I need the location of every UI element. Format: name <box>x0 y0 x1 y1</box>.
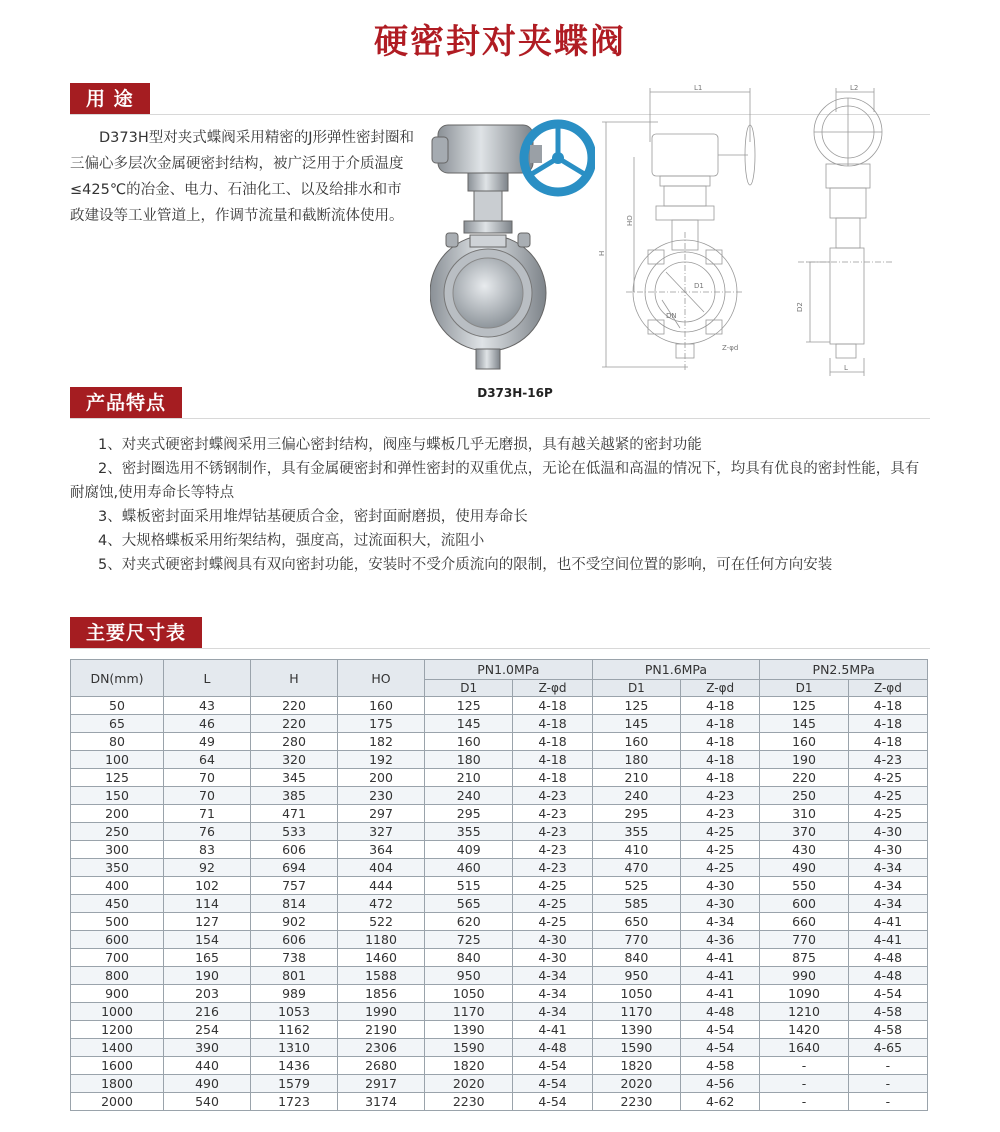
table-cell: 46 <box>164 715 251 733</box>
photo-caption: D373H-16P <box>477 386 553 400</box>
feature-item: 5、对夹式硬密封蝶阀具有双向密封功能，安装时不受介质流向的限制，也不受空间位置的影响，可在任何方向安装 <box>98 557 833 573</box>
table-cell: 814 <box>251 895 338 913</box>
table-cell: 160 <box>592 733 680 751</box>
table-cell: 1053 <box>251 1003 338 1021</box>
table-cell: 4-34 <box>513 1003 592 1021</box>
table-cell: 355 <box>425 823 513 841</box>
table-row <box>71 931 928 949</box>
table-cell: 182 <box>338 733 425 751</box>
col-header-h: H <box>251 660 338 697</box>
table-cell: 2020 <box>425 1075 513 1093</box>
table-cell: 250 <box>71 823 164 841</box>
col-header-l: L <box>164 660 251 697</box>
table-cell: 160 <box>338 697 425 715</box>
table-cell: 160 <box>760 733 848 751</box>
table-cell: 76 <box>164 823 251 841</box>
table-cell: 4-54 <box>681 1021 760 1039</box>
col-header-ho: HO <box>338 660 425 697</box>
table-cell: 160 <box>425 733 513 751</box>
table-cell: 4-34 <box>848 877 927 895</box>
dimensions-table-body <box>71 697 928 1111</box>
svg-text:DN: DN <box>666 312 677 320</box>
table-cell: 444 <box>338 877 425 895</box>
table-cell: 902 <box>251 913 338 931</box>
table-cell: 4-25 <box>681 841 760 859</box>
table-cell: 1588 <box>338 967 425 985</box>
table-cell: 295 <box>592 805 680 823</box>
table-cell: 385 <box>251 787 338 805</box>
table-cell: 4-41 <box>848 931 927 949</box>
table-cell: 4-54 <box>681 1039 760 1057</box>
table-cell: 50 <box>71 697 164 715</box>
table-row <box>71 841 928 859</box>
table-cell: 4-18 <box>513 715 592 733</box>
table-cell: 4-62 <box>681 1093 760 1111</box>
table-cell: 2000 <box>71 1093 164 1111</box>
table-cell: 4-54 <box>513 1093 592 1111</box>
table-cell: 4-18 <box>513 697 592 715</box>
table-cell: 180 <box>592 751 680 769</box>
table-cell: 1579 <box>251 1075 338 1093</box>
table-cell: 190 <box>760 751 848 769</box>
table-cell: 4-34 <box>513 985 592 1003</box>
col-header-z: Z-φd <box>513 680 592 697</box>
feature-item: 1、对夹式硬密封蝶阀采用三偏心密封结构，阀座与蝶板几乎无磨损，具有越关越紧的密封功能 <box>98 437 702 453</box>
table-cell: 533 <box>251 823 338 841</box>
usage-description: D373H型对夹式蝶阀采用精密的J形弹性密封圈和三偏心多层次金属硬密封结构，被广泛用于介质温度≤425℃的冶金、电力、石油化工、以及给排水和市政建设等工业管道上，作调节流量和截断流体使用。 <box>70 130 415 224</box>
table-cell: 770 <box>760 931 848 949</box>
table-cell: 450 <box>71 895 164 913</box>
table-cell: 295 <box>425 805 513 823</box>
table-cell: 1460 <box>338 949 425 967</box>
table-cell: 70 <box>164 769 251 787</box>
table-cell: 4-48 <box>848 967 927 985</box>
table-cell: 4-34 <box>848 859 927 877</box>
table-cell: 840 <box>425 949 513 967</box>
dimensions-divider <box>70 648 930 649</box>
table-cell: 210 <box>425 769 513 787</box>
table-cell: 125 <box>71 769 164 787</box>
table-cell: 410 <box>592 841 680 859</box>
table-cell: 3174 <box>338 1093 425 1111</box>
table-cell: 4-48 <box>848 949 927 967</box>
table-cell: 1420 <box>760 1021 848 1039</box>
table-cell: 4-30 <box>681 877 760 895</box>
table-cell: 210 <box>592 769 680 787</box>
table-cell: 950 <box>592 967 680 985</box>
table-cell: 694 <box>251 859 338 877</box>
table-cell: 2190 <box>338 1021 425 1039</box>
table-cell: 43 <box>164 697 251 715</box>
table-cell: 4-30 <box>513 931 592 949</box>
table-cell: 1723 <box>251 1093 338 1111</box>
table-cell: 430 <box>760 841 848 859</box>
table-cell: 114 <box>164 895 251 913</box>
table-cell: 4-18 <box>848 697 927 715</box>
table-cell: 345 <box>251 769 338 787</box>
table-cell: 4-30 <box>513 949 592 967</box>
table-cell: 220 <box>760 769 848 787</box>
table-row <box>71 1057 928 1075</box>
table-cell: 522 <box>338 913 425 931</box>
table-cell: 800 <box>71 967 164 985</box>
table-cell: 801 <box>251 967 338 985</box>
table-cell: 400 <box>71 877 164 895</box>
table-cell: 650 <box>592 913 680 931</box>
table-cell: 565 <box>425 895 513 913</box>
svg-text:H: H <box>598 250 606 256</box>
col-header-d1: D1 <box>760 680 848 697</box>
table-cell: 4-25 <box>513 913 592 931</box>
table-cell: 4-41 <box>681 949 760 967</box>
table-cell: 254 <box>164 1021 251 1039</box>
butterfly-valve-photo <box>430 103 595 373</box>
table-cell: 4-48 <box>681 1003 760 1021</box>
table-cell: - <box>848 1093 927 1111</box>
table-cell: 1400 <box>71 1039 164 1057</box>
table-cell: 1800 <box>71 1075 164 1093</box>
table-row <box>71 913 928 931</box>
table-cell: 175 <box>338 715 425 733</box>
table-cell: 100 <box>71 751 164 769</box>
table-cell: 1820 <box>592 1057 680 1075</box>
table-cell: 4-25 <box>681 823 760 841</box>
table-cell: 1200 <box>71 1021 164 1039</box>
table-cell: 4-36 <box>681 931 760 949</box>
table-cell: 4-30 <box>848 841 927 859</box>
table-cell: 990 <box>760 967 848 985</box>
table-cell: 1820 <box>425 1057 513 1075</box>
table-cell: 660 <box>760 913 848 931</box>
table-cell: 4-41 <box>513 1021 592 1039</box>
page-title: 硬密封对夹蝶阀 <box>374 22 626 62</box>
table-cell: 4-34 <box>513 967 592 985</box>
table-cell: 2680 <box>338 1057 425 1075</box>
usage-heading: 用 途 <box>70 83 150 115</box>
table-cell: 472 <box>338 895 425 913</box>
table-cell: 70 <box>164 787 251 805</box>
table-row <box>71 823 928 841</box>
table-cell: 725 <box>425 931 513 949</box>
table-row <box>71 697 928 715</box>
table-cell: 606 <box>251 841 338 859</box>
table-cell: 154 <box>164 931 251 949</box>
table-cell: 1640 <box>760 1039 848 1057</box>
table-cell: 1590 <box>592 1039 680 1057</box>
dimensions-table <box>70 659 928 1111</box>
table-cell: 4-18 <box>848 715 927 733</box>
table-cell: - <box>760 1093 848 1111</box>
table-cell: 192 <box>338 751 425 769</box>
features-divider <box>70 418 930 419</box>
table-cell: 470 <box>592 859 680 877</box>
table-cell: 1310 <box>251 1039 338 1057</box>
table-cell: 310 <box>760 805 848 823</box>
table-row <box>71 733 928 751</box>
table-cell: 500 <box>71 913 164 931</box>
table-cell: 2917 <box>338 1075 425 1093</box>
table-cell: 80 <box>71 733 164 751</box>
table-cell: 409 <box>425 841 513 859</box>
table-cell: 92 <box>164 859 251 877</box>
table-cell: 4-18 <box>681 733 760 751</box>
table-cell: 64 <box>164 751 251 769</box>
table-cell: 1090 <box>760 985 848 1003</box>
table-cell: 4-30 <box>681 895 760 913</box>
table-cell: 1210 <box>760 1003 848 1021</box>
table-cell: 1390 <box>425 1021 513 1039</box>
table-cell: 300 <box>71 841 164 859</box>
table-cell: 1180 <box>338 931 425 949</box>
table-cell: 83 <box>164 841 251 859</box>
table-row <box>71 1075 928 1093</box>
svg-text:D2: D2 <box>796 302 804 312</box>
table-row <box>71 949 928 967</box>
table-cell: - <box>848 1075 927 1093</box>
table-cell: 1000 <box>71 1003 164 1021</box>
table-cell: 4-18 <box>513 733 592 751</box>
table-cell: 4-25 <box>848 787 927 805</box>
table-cell: 4-18 <box>681 769 760 787</box>
table-cell: 471 <box>251 805 338 823</box>
table-cell: 240 <box>592 787 680 805</box>
table-cell: 4-23 <box>513 823 592 841</box>
table-cell: 4-30 <box>848 823 927 841</box>
table-cell: 4-41 <box>681 985 760 1003</box>
table-cell: 620 <box>425 913 513 931</box>
table-cell: 4-23 <box>513 805 592 823</box>
table-cell: 4-23 <box>681 787 760 805</box>
table-cell: 4-23 <box>513 787 592 805</box>
table-cell: 4-18 <box>513 751 592 769</box>
table-cell: 364 <box>338 841 425 859</box>
table-cell: 4-23 <box>513 859 592 877</box>
table-cell: - <box>848 1057 927 1075</box>
table-row <box>71 805 928 823</box>
table-cell: 65 <box>71 715 164 733</box>
table-cell: 1050 <box>592 985 680 1003</box>
table-cell: 250 <box>760 787 848 805</box>
table-cell: 490 <box>760 859 848 877</box>
table-cell: 280 <box>251 733 338 751</box>
col-header-d1: D1 <box>425 680 513 697</box>
table-cell: 550 <box>760 877 848 895</box>
table-cell: 102 <box>164 877 251 895</box>
table-cell: 4-23 <box>513 841 592 859</box>
table-cell: 350 <box>71 859 164 877</box>
table-cell: - <box>760 1075 848 1093</box>
features-heading: 产品特点 <box>70 387 182 419</box>
table-cell: 2306 <box>338 1039 425 1057</box>
table-cell: 989 <box>251 985 338 1003</box>
table-cell: 390 <box>164 1039 251 1057</box>
table-cell: 4-65 <box>848 1039 927 1057</box>
table-cell: - <box>760 1057 848 1075</box>
table-row <box>71 1093 928 1111</box>
table-cell: 1856 <box>338 985 425 1003</box>
table-cell: 1390 <box>592 1021 680 1039</box>
col-header-pn16: PN1.6MPa <box>592 660 760 680</box>
table-cell: 515 <box>425 877 513 895</box>
table-cell: 4-25 <box>681 859 760 877</box>
table-cell: 490 <box>164 1075 251 1093</box>
table-row <box>71 985 928 1003</box>
table-cell: 606 <box>251 931 338 949</box>
features-list <box>70 433 930 577</box>
table-cell: 4-23 <box>848 751 927 769</box>
table-cell: 840 <box>592 949 680 967</box>
table-cell: 355 <box>592 823 680 841</box>
table-cell: 320 <box>251 751 338 769</box>
table-cell: 370 <box>760 823 848 841</box>
table-cell: 738 <box>251 949 338 967</box>
feature-item: 3、蝶板密封面采用堆焊钴基硬质合金，密封面耐磨损，使用寿命长 <box>98 509 528 525</box>
table-cell: 150 <box>71 787 164 805</box>
table-cell: 200 <box>71 805 164 823</box>
table-cell: 4-58 <box>848 1003 927 1021</box>
table-cell: 1436 <box>251 1057 338 1075</box>
table-cell: 297 <box>338 805 425 823</box>
table-cell: 700 <box>71 949 164 967</box>
table-cell: 4-18 <box>848 733 927 751</box>
table-cell: 525 <box>592 877 680 895</box>
table-cell: 145 <box>592 715 680 733</box>
table-cell: 4-34 <box>848 895 927 913</box>
table-cell: 1990 <box>338 1003 425 1021</box>
table-cell: 240 <box>425 787 513 805</box>
table-row <box>71 769 928 787</box>
svg-text:L2: L2 <box>850 84 859 92</box>
table-cell: 875 <box>760 949 848 967</box>
table-cell: 216 <box>164 1003 251 1021</box>
table-row <box>71 1003 928 1021</box>
table-cell: 460 <box>425 859 513 877</box>
table-row <box>71 1021 928 1039</box>
table-row <box>71 895 928 913</box>
table-cell: 4-56 <box>681 1075 760 1093</box>
table-cell: 4-58 <box>681 1057 760 1075</box>
table-cell: 4-18 <box>681 751 760 769</box>
table-cell: 4-34 <box>681 913 760 931</box>
table-cell: 770 <box>592 931 680 949</box>
table-cell: 1050 <box>425 985 513 1003</box>
table-cell: 200 <box>338 769 425 787</box>
table-cell: 4-48 <box>513 1039 592 1057</box>
svg-text:D1: D1 <box>694 282 704 290</box>
valve-front-drawing <box>598 82 773 382</box>
svg-text:L: L <box>844 364 848 372</box>
svg-text:HO: HO <box>626 215 634 226</box>
table-cell: 190 <box>164 967 251 985</box>
table-row <box>71 715 928 733</box>
table-cell: 4-54 <box>848 985 927 1003</box>
table-cell: 49 <box>164 733 251 751</box>
table-cell: 125 <box>592 697 680 715</box>
valve-side-drawing <box>790 82 900 382</box>
table-cell: 950 <box>425 967 513 985</box>
table-cell: 220 <box>251 697 338 715</box>
table-cell: 600 <box>71 931 164 949</box>
table-cell: 125 <box>760 697 848 715</box>
table-row <box>71 877 928 895</box>
col-header-pn10: PN1.0MPa <box>425 660 593 680</box>
table-cell: 4-23 <box>681 805 760 823</box>
table-cell: 440 <box>164 1057 251 1075</box>
col-header-dn: DN(mm) <box>71 660 164 697</box>
table-cell: 4-54 <box>513 1075 592 1093</box>
col-header-pn25: PN2.5MPa <box>760 660 928 680</box>
table-cell: 327 <box>338 823 425 841</box>
table-cell: 4-18 <box>513 769 592 787</box>
table-cell: 404 <box>338 859 425 877</box>
table-cell: 540 <box>164 1093 251 1111</box>
table-cell: 1170 <box>592 1003 680 1021</box>
table-cell: 145 <box>425 715 513 733</box>
table-row <box>71 787 928 805</box>
table-cell: 900 <box>71 985 164 1003</box>
table-cell: 1170 <box>425 1003 513 1021</box>
table-row <box>71 751 928 769</box>
table-cell: 71 <box>164 805 251 823</box>
table-cell: 165 <box>164 949 251 967</box>
svg-text:L1: L1 <box>694 84 703 92</box>
table-cell: 180 <box>425 751 513 769</box>
table-cell: 4-25 <box>513 877 592 895</box>
table-cell: 203 <box>164 985 251 1003</box>
dimensions-heading: 主要尺寸表 <box>70 617 202 649</box>
table-cell: 4-41 <box>848 913 927 931</box>
table-cell: 2230 <box>592 1093 680 1111</box>
table-row <box>71 967 928 985</box>
table-cell: 1590 <box>425 1039 513 1057</box>
table-cell: 1162 <box>251 1021 338 1039</box>
feature-item: 4、大规格蝶板采用绗架结构，强度高，过流面积大，流阻小 <box>98 533 485 549</box>
col-header-d1: D1 <box>592 680 680 697</box>
table-cell: 1600 <box>71 1057 164 1075</box>
table-row <box>71 1039 928 1057</box>
table-cell: 4-41 <box>681 967 760 985</box>
table-cell: 4-25 <box>848 769 927 787</box>
svg-text:Z-φd: Z-φd <box>722 344 739 352</box>
table-cell: 600 <box>760 895 848 913</box>
table-cell: 220 <box>251 715 338 733</box>
table-cell: 757 <box>251 877 338 895</box>
table-cell: 4-18 <box>681 697 760 715</box>
table-cell: 125 <box>425 697 513 715</box>
table-cell: 2230 <box>425 1093 513 1111</box>
table-cell: 4-58 <box>848 1021 927 1039</box>
table-cell: 230 <box>338 787 425 805</box>
table-cell: 4-25 <box>513 895 592 913</box>
col-header-z: Z-φd <box>848 680 927 697</box>
table-cell: 585 <box>592 895 680 913</box>
feature-item: 2、密封圈选用不锈钢制作，具有金属硬密封和弹性密封的双重优点，无论在低温和高温的情况下，均具有优良的密封性能，具有耐腐蚀,使用寿命长等特点 <box>70 461 920 501</box>
table-row <box>71 859 928 877</box>
table-cell: 127 <box>164 913 251 931</box>
table-cell: 4-18 <box>681 715 760 733</box>
table-cell: 145 <box>760 715 848 733</box>
table-cell: 2020 <box>592 1075 680 1093</box>
table-cell: 4-25 <box>848 805 927 823</box>
col-header-z: Z-φd <box>681 680 760 697</box>
table-cell: 4-54 <box>513 1057 592 1075</box>
